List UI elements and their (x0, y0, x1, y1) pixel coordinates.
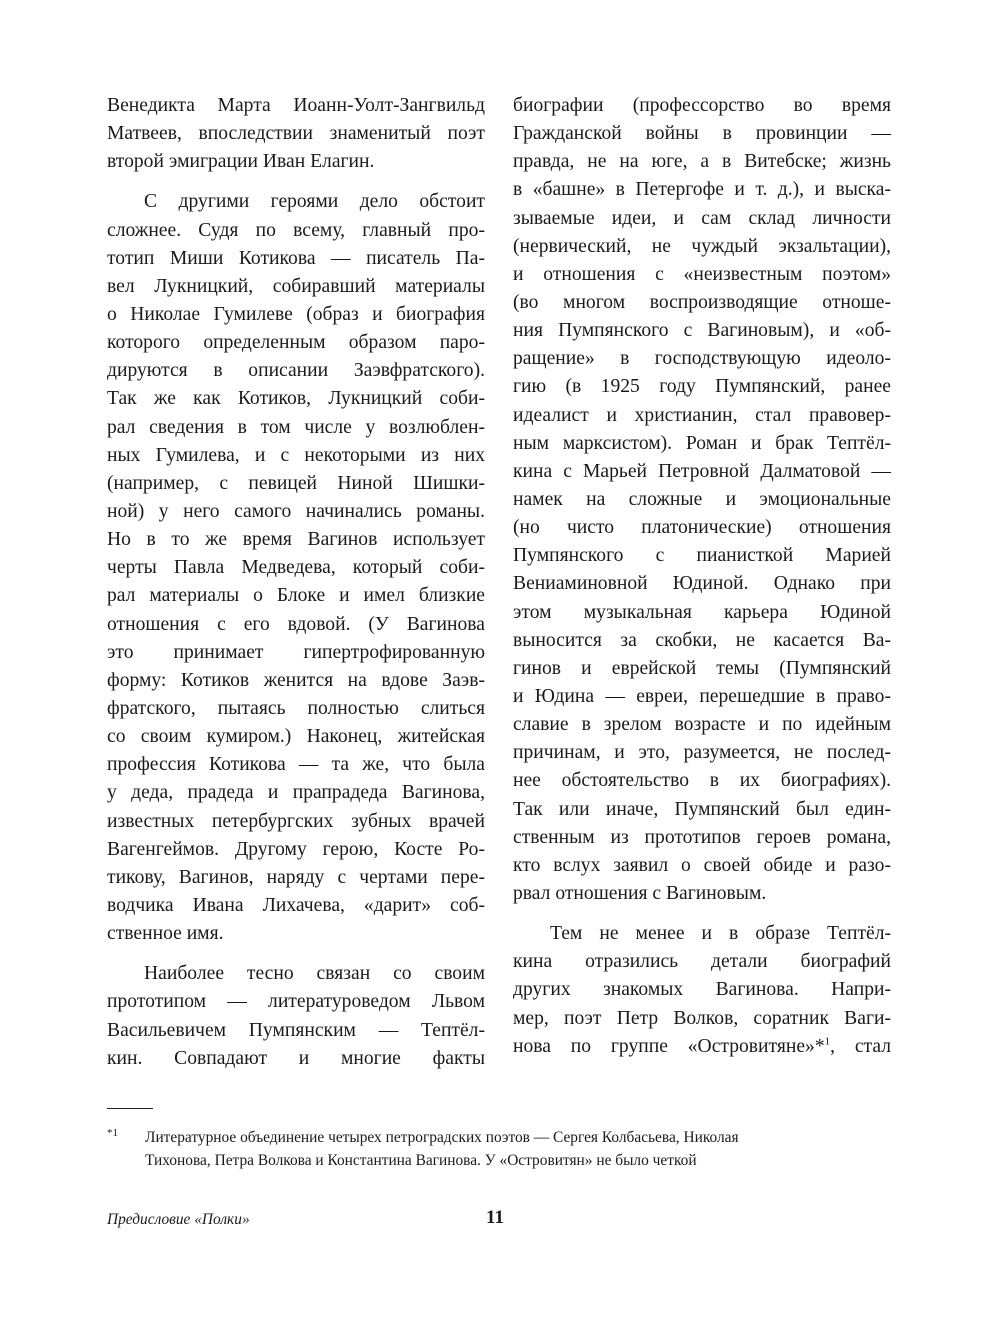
paragraph (513, 920, 891, 1061)
text-line: рал материалы о Блоке и имел близкие (107, 585, 485, 607)
text-line: ных Гумилева, и с некоторыми из них (107, 444, 485, 466)
text-line: и отношения с «неизвестным поэтом» (513, 263, 891, 285)
text-line: Васильевичем Пумпянским — Тептёл- (107, 1019, 485, 1041)
paragraph (107, 188, 485, 948)
text-line: Пумпянского с пианисткой Марией (513, 545, 891, 567)
text-line: Венедикта Марта Иоанн-Уолт-Зангвильд (107, 95, 485, 116)
right-column (513, 92, 891, 1061)
text-line: вел Лукницкий, собиравший материалы (107, 275, 485, 297)
text-line: рвал отношения с Вагиновым. (513, 882, 767, 904)
text-line: ращение» в господствующую идеоло- (513, 348, 891, 370)
text-line: С другими героями дело обстоит (144, 191, 485, 213)
text-line: профессия Котикова — та же, что была (107, 754, 485, 776)
text-line: рал сведения в том числе у возлюблен- (107, 416, 485, 438)
text-line: ным марксистом). Роман и брак Тептёл- (513, 432, 891, 454)
text-line: Тем не менее и в образе Тептёл- (550, 923, 891, 945)
text-line: зываемые идеи, и сам склад личности (513, 207, 891, 229)
text-line: в «башне» в Петергофе и т. д.), и выска- (513, 179, 891, 201)
paragraph-gap (107, 176, 485, 188)
text-line: ственное имя. (107, 923, 224, 945)
text-line: (нервический, не чуждый экзальтации), (513, 235, 891, 257)
footnote-line: Литературное объединение четырех петроградских поэтов — Сергея Колбасьева, Николая (145, 1129, 739, 1146)
text-line: нее обстоятельство в их биографиях). (513, 770, 891, 792)
text-line: Так или иначе, Пумпянский был един- (513, 798, 891, 820)
text-line: намек на сложные и эмоциональные (513, 488, 891, 510)
text-line: выносится за скобки, не касается Ва- (513, 629, 891, 651)
text-line (513, 1033, 891, 1061)
text-line: которого определенным образом паро- (107, 332, 485, 354)
text-line: (но чисто платонические) отношения (513, 517, 891, 539)
text-line: этом музыкальная карьера Юдиной (513, 601, 891, 623)
text-line: (например, с певицей Ниной Шишки- (107, 472, 485, 494)
footnote (107, 1126, 883, 1172)
text-line: ния Пумпянского с Вагиновым), и «об- (513, 320, 891, 342)
text-line: Наиболее тесно связан со своим (144, 963, 485, 985)
text-line: Но в то же время Вагинов использует (107, 529, 485, 551)
text-line: идеалист и христианин, стал правовер- (513, 404, 891, 426)
footnote-mark: *1 (107, 1127, 118, 1139)
footnote-separator (107, 1108, 153, 1109)
text-line: Гражданской войны в провинции — (513, 123, 891, 145)
text-line: и Юдина — евреи, перешедшие в право- (513, 685, 891, 707)
left-column (107, 92, 485, 1073)
text-line: со своим кумиром.) Наконец, житейская (107, 726, 485, 748)
text-line: черты Павла Медведева, который соби- (107, 557, 485, 579)
text-line: ственным из прототипов героев романа, (513, 826, 891, 848)
text-line: кина отразились детали биографий (513, 951, 891, 973)
paragraph (107, 960, 485, 1073)
text-line: это принимает гипертрофированную (107, 641, 485, 663)
text-fragment: , стал (830, 1035, 891, 1057)
text-line: Так же как Котиков, Лукницкий соби- (107, 388, 485, 410)
text-line: о Николае Гумилеве (образ и биография (107, 303, 485, 325)
text-line: Вагенгеймов. Другому герою, Косте Ро- (107, 838, 485, 860)
paragraph-gap (513, 908, 891, 920)
text-line: второй эмиграции Иван Елагин. (107, 151, 375, 173)
text-line: правда, не на юге, а в Витебске; жизнь (513, 151, 891, 173)
text-line: (во многом воспроизводящие отноше- (513, 291, 891, 313)
text-line: гинов и еврейской темы (Пумпянский (513, 657, 891, 679)
text-line: сложнее. Судя по всему, главный про- (107, 219, 485, 241)
text-line: кин. Совпадают и многие факты (107, 1047, 485, 1069)
text-line: фратского, пытаясь полностью слиться (107, 697, 485, 719)
text-line: прототипом — литературоведом Львом (107, 991, 485, 1013)
text-line: известных петербургских зубных врачей (107, 810, 485, 832)
text-line: других знакомых Вагинова. Напри- (513, 979, 891, 1001)
running-title: Предисловие «Полки» (107, 1211, 250, 1228)
text-line: отношения с его вдовой. (У Вагинова (107, 613, 485, 635)
footnote-line: Тихонова, Петра Волкова и Константина Вагинова. У «Островитян» не было четкой (145, 1152, 697, 1169)
text-line: биографии (профессорство во время (513, 95, 891, 116)
text-line: ной) у него самого начинались романы. (107, 500, 485, 522)
text-fragment: нова по группе «Островитяне»* (513, 1035, 825, 1057)
text-line: кто вслух заявил о своей обиде и разо- (513, 854, 891, 876)
text-line: славие в зрелом возрасте и по идейным (513, 714, 891, 736)
paragraph-gap (107, 948, 485, 960)
text-line: причинам, и это, разумеется, не послед- (513, 742, 891, 764)
text-line: водчика Ивана Лихачева, «дарит» соб- (107, 894, 485, 916)
text-line: форму: Котиков женится на вдове Заэв- (107, 669, 485, 691)
paragraph (513, 92, 891, 908)
text-line: у деда, прадеда и прапрадеда Вагинова, (107, 782, 485, 804)
text-line: гию (в 1925 году Пумпянский, ранее (513, 376, 891, 398)
text-line: дируются в описании Заэвфратского). (107, 360, 485, 382)
text-line: тикову, Вагинов, наряду с чертами пере- (107, 866, 485, 888)
footnote-reference: 1 (824, 1035, 831, 1048)
text-line: Матвеев, впоследствии знаменитый поэт (107, 123, 485, 145)
text-line: мер, поэт Петр Волков, соратник Ваги- (513, 1007, 891, 1029)
page-number: 11 (486, 1207, 504, 1228)
paragraph (107, 92, 485, 176)
text-line: тотип Миши Котикова — писатель Па- (107, 247, 485, 269)
text-line: Вениаминовной Юдиной. Однако при (513, 573, 891, 595)
text-line: кина с Марьей Петровной Далматовой — (513, 460, 891, 482)
